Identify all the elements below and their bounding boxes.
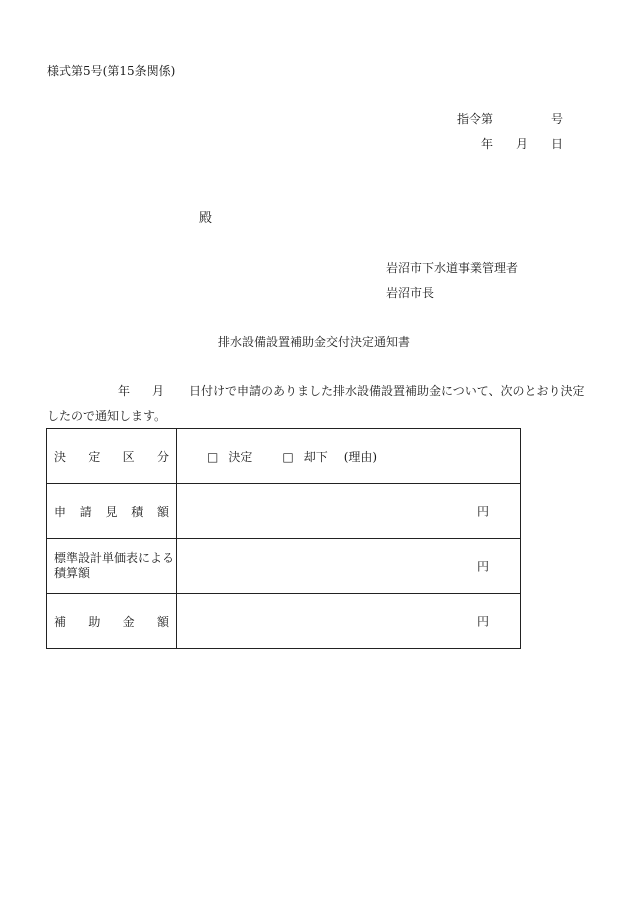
reason-label: (理由)	[343, 449, 378, 464]
label-char: 請	[79, 504, 92, 519]
yen-unit: 円	[476, 504, 489, 519]
subsidy-amount-value[interactable]	[177, 594, 521, 649]
label-char: 額	[156, 614, 169, 629]
label-char: 申	[54, 504, 67, 519]
approve-checkbox[interactable]: □	[207, 449, 219, 464]
form-number: 様式第5号(第15条関係)	[47, 64, 176, 78]
decision-category-value	[177, 429, 521, 484]
label-char: 区	[122, 449, 135, 464]
date-day: 日	[551, 137, 564, 151]
label-char: 額	[156, 504, 169, 519]
estimate-amount-label	[47, 484, 177, 539]
body-text-line2: したので通知します。	[47, 409, 167, 423]
table-row	[47, 484, 521, 539]
label-char: 補	[54, 614, 67, 629]
date-year: 年	[481, 137, 494, 151]
table-row	[47, 429, 521, 484]
label-char: 金	[122, 614, 135, 629]
reference-number-label: 指令第	[457, 112, 494, 126]
estimate-amount-value[interactable]	[177, 484, 521, 539]
label-char: 定	[88, 449, 101, 464]
decision-category-label	[47, 429, 177, 484]
label-char: 助	[88, 614, 101, 629]
reference-number-suffix: 号	[551, 112, 564, 126]
yen-unit: 円	[476, 559, 489, 574]
body-month: 月	[152, 384, 165, 398]
table-row	[47, 594, 521, 649]
issuer-title: 岩沼市下水道事業管理者	[386, 261, 519, 275]
label-char: 積	[131, 504, 144, 519]
label-char: 見	[105, 504, 118, 519]
subsidy-amount-label	[47, 594, 177, 649]
approve-label: 決定	[228, 449, 253, 464]
body-text-line1: 日付けで申請のありました排水設備設置補助金について、次のとおり決定	[189, 384, 585, 398]
decision-table	[46, 428, 521, 649]
table-row	[47, 539, 521, 594]
body-year: 年	[118, 384, 131, 398]
standard-cost-value[interactable]	[177, 539, 521, 594]
issuer-name: 岩沼市長	[386, 286, 435, 300]
standard-cost-label: 標準設計単価表による積算額	[47, 539, 177, 594]
date-month: 月	[516, 137, 529, 151]
label-char: 分	[156, 449, 169, 464]
reject-checkbox[interactable]: □	[282, 449, 294, 464]
yen-unit: 円	[476, 614, 489, 629]
addressee-honorific: 殿	[199, 211, 213, 226]
label-char: 決	[54, 449, 67, 464]
document-title: 排水設備設置補助金交付決定通知書	[218, 335, 411, 349]
reject-label: 却下	[303, 449, 328, 464]
